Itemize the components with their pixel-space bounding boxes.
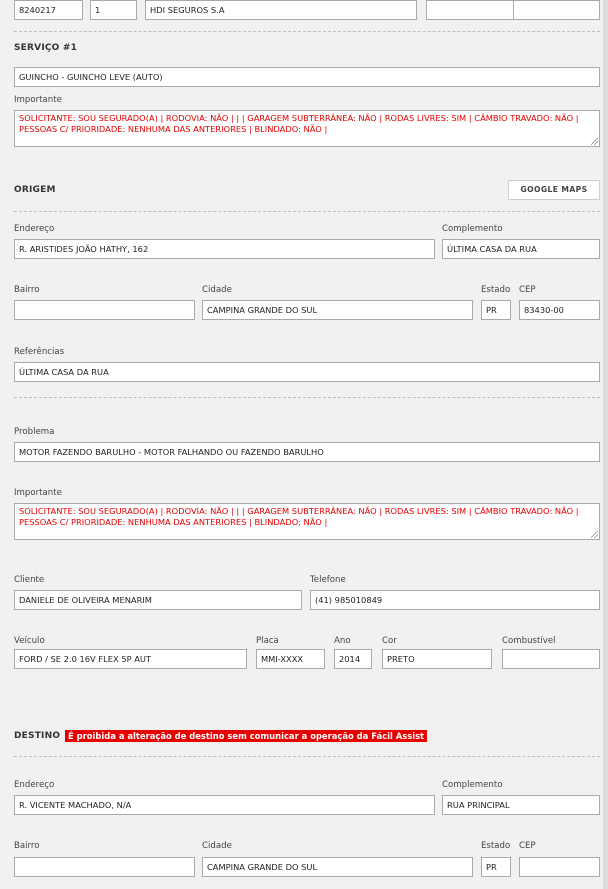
destination-city-field[interactable]: CAMPINA GRANDE DO SUL — [202, 857, 473, 877]
scrollbar-track[interactable] — [603, 0, 608, 889]
destination-warning-badge: É proibida a alteração de destino sem comunicar a operação da Fácil Assist — [65, 730, 427, 742]
plate-field[interactable]: MMI-XXXX — [256, 649, 325, 669]
resize-grip-icon[interactable] — [591, 531, 598, 538]
divider — [14, 756, 600, 757]
insurer-field[interactable]: HDI SEGUROS S.A — [145, 0, 417, 20]
origin-heading: ORIGEM — [14, 185, 56, 195]
origin-district-label: Bairro — [14, 285, 40, 295]
color-field[interactable]: PRETO — [382, 649, 492, 669]
destination-district-field[interactable] — [14, 857, 195, 877]
destination-city-label: Cidade — [202, 841, 232, 851]
problem-important-text: SOLICITANTE: SOU SEGURADO(A) | RODOVIA: NÃO | | | GARAGEM SUBTERRÂNEA: NÃO | RODAS LIVRES: SIM | CÂMBIO TRAVADO: NÃO | PESSOAS C/ PRIORIDADE: NENHUMA DAS ANTERIORES | BLINDADO: NÃO | — [19, 506, 579, 527]
origin-references-field[interactable]: ÚLTIMA CASA DA RUA — [14, 362, 600, 382]
vehicle-label: Veículo — [14, 636, 45, 646]
destination-address-label: Endereço — [14, 780, 55, 790]
client-label: Cliente — [14, 575, 45, 585]
service-important-text: SOLICITANTE: SOU SEGURADO(A) | RODOVIA: NÃO | | | GARAGEM SUBTERRÂNEA: NÃO | RODAS LIVRES: SIM | CÂMBIO TRAVADO: NÃO | PESSOAS C/ PRIORIDADE: NENHUMA DAS ANTERIORES | BLINDADO: NÃO | — [19, 113, 579, 134]
service-heading: SERVIÇO #1 — [14, 43, 78, 53]
problem-important-textarea[interactable] — [14, 503, 600, 540]
fuel-label: Combustível — [502, 636, 556, 646]
phone-label: Telefone — [310, 575, 346, 585]
problem-important-label: Importante — [14, 488, 62, 498]
problem-label: Problema — [14, 427, 55, 437]
resize-grip-icon[interactable] — [591, 138, 598, 145]
plate-label: Placa — [256, 636, 279, 646]
destination-district-label: Bairro — [14, 841, 40, 851]
service-field[interactable]: GUINCHO - GUINCHO LEVE (AUTO) — [14, 67, 600, 87]
origin-address-label: Endereço — [14, 224, 55, 234]
service-important-label: Importante — [14, 95, 62, 105]
origin-references-label: Referências — [14, 347, 65, 357]
problem-field[interactable]: MOTOR FAZENDO BARULHO - MOTOR FALHANDO OU FAZENDO BARULHO — [14, 442, 600, 462]
color-label: Cor — [382, 636, 397, 646]
destination-complement-label: Complemento — [442, 780, 503, 790]
top-extra-field-1[interactable] — [426, 0, 514, 20]
origin-complement-field[interactable]: ÚLTIMA CASA DA RUA — [442, 239, 600, 259]
destination-zip-label: CEP — [519, 841, 536, 851]
origin-zip-field[interactable]: 83430-00 — [519, 300, 600, 320]
origin-address-field[interactable]: R. ARISTIDES JOÃO HATHY, 162 — [14, 239, 435, 259]
destination-state-field[interactable]: PR — [481, 857, 511, 877]
destination-zip-field[interactable] — [519, 857, 600, 877]
origin-zip-label: CEP — [519, 285, 536, 295]
order-code-field[interactable]: 8240217 — [14, 0, 83, 20]
destination-state-label: Estado — [481, 841, 511, 851]
fuel-field[interactable] — [502, 649, 600, 669]
top-extra-field-2[interactable] — [513, 0, 600, 20]
origin-state-label: Estado — [481, 285, 511, 295]
service-important-textarea[interactable] — [14, 110, 600, 147]
client-field[interactable]: DANIELE DE OLIVEIRA MENARIM — [14, 590, 302, 610]
origin-district-field[interactable] — [14, 300, 195, 320]
destination-complement-field[interactable]: RUA PRINCIPAL — [442, 795, 600, 815]
origin-state-field[interactable]: PR — [481, 300, 511, 320]
divider — [14, 211, 600, 212]
origin-city-label: Cidade — [202, 285, 232, 295]
origin-complement-label: Complemento — [442, 224, 503, 234]
destination-address-field[interactable]: R. VICENTE MACHADO, N/A — [14, 795, 435, 815]
divider — [14, 397, 600, 398]
year-label: Ano — [334, 636, 351, 646]
vehicle-field[interactable]: FORD / SE 2.0 16V FLEX 5P AUT — [14, 649, 247, 669]
sequence-field[interactable]: 1 — [90, 0, 137, 20]
year-field[interactable]: 2014 — [334, 649, 372, 669]
origin-city-field[interactable]: CAMPINA GRANDE DO SUL — [202, 300, 473, 320]
divider — [14, 31, 600, 32]
destination-heading: DESTINO — [14, 731, 61, 741]
google-maps-button[interactable]: GOOGLE MAPS — [508, 180, 600, 200]
phone-field[interactable]: (41) 985010849 — [310, 590, 600, 610]
